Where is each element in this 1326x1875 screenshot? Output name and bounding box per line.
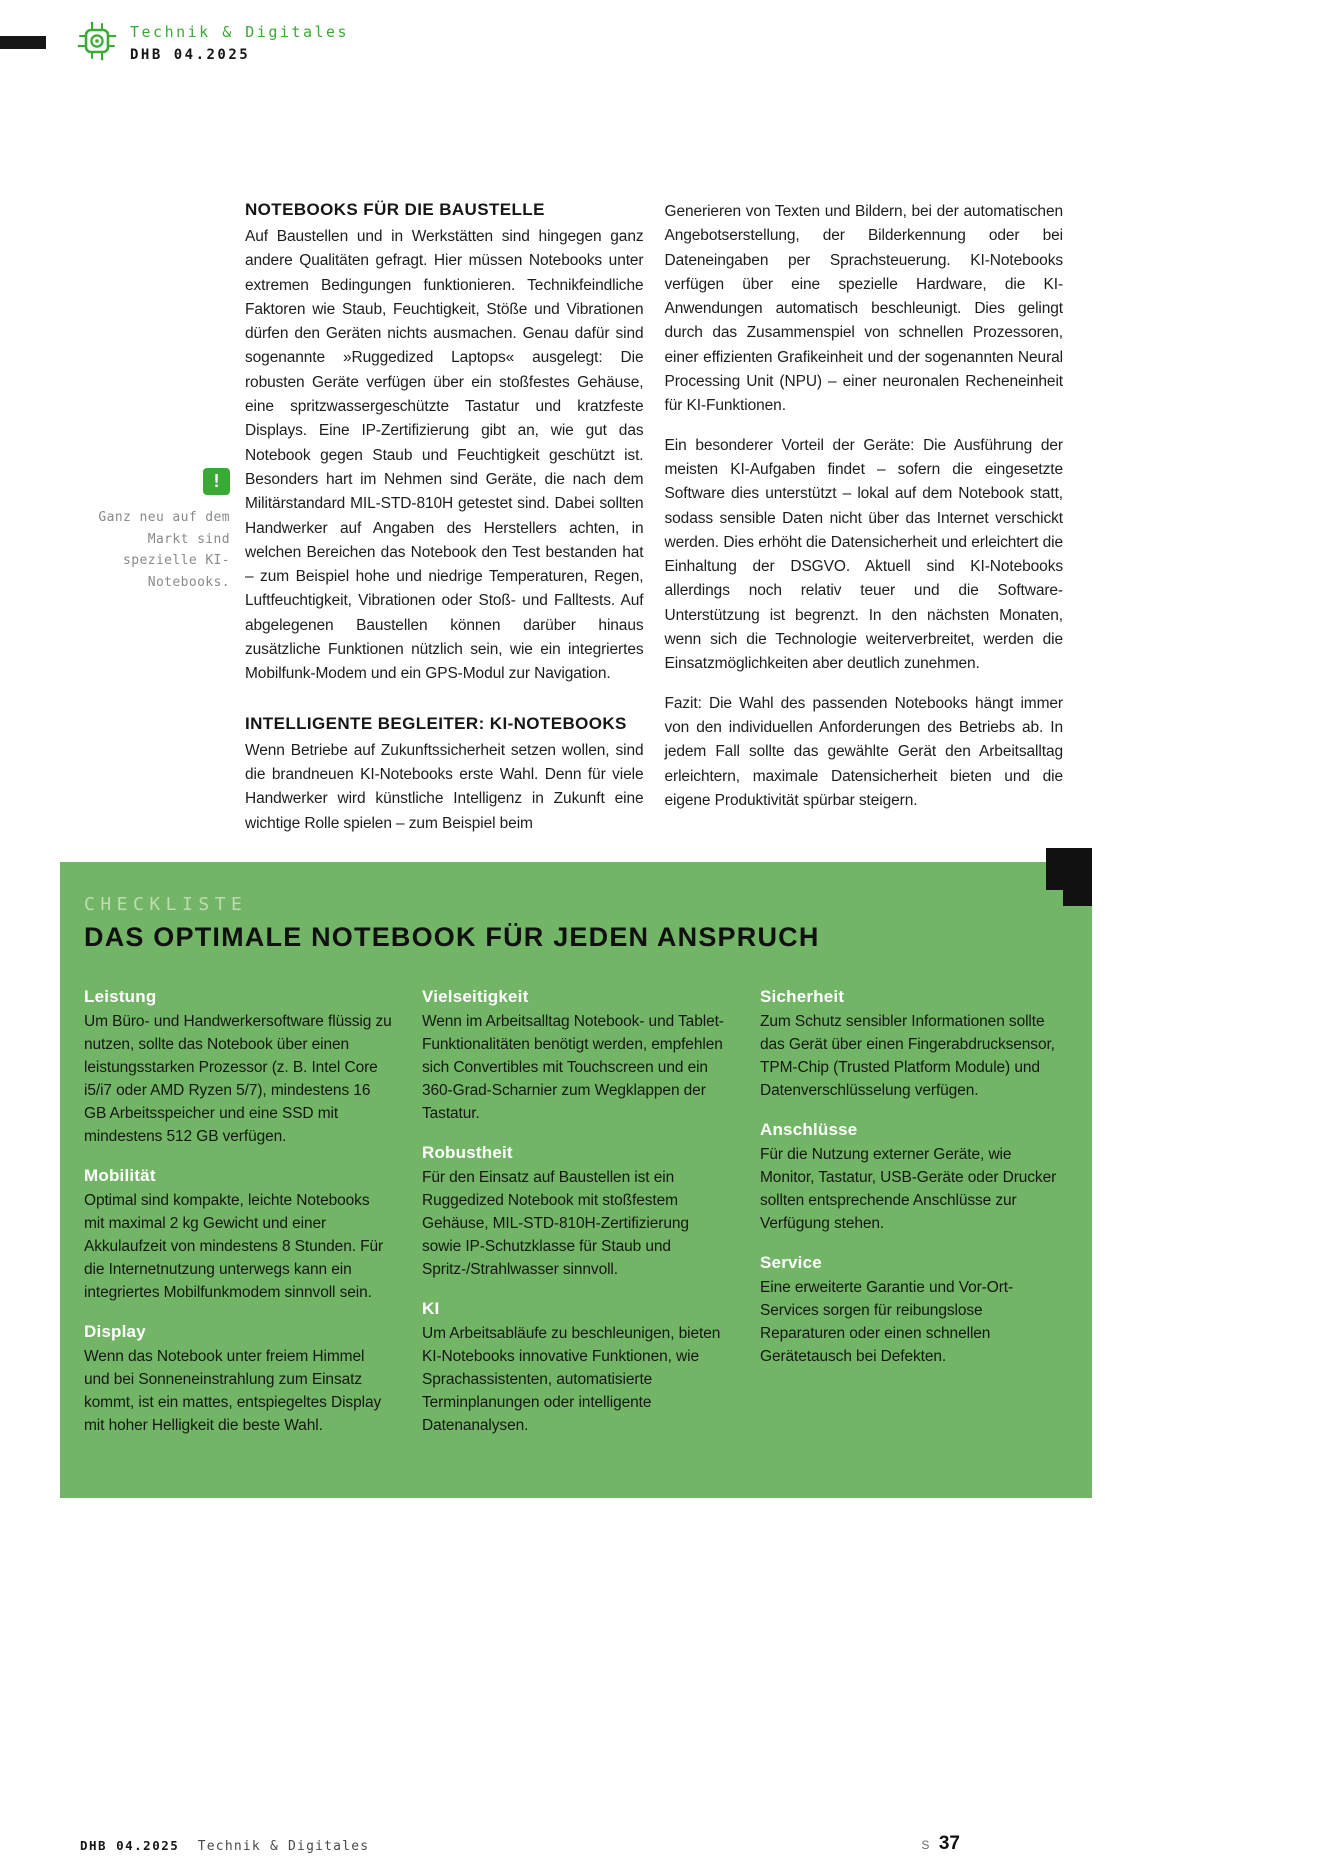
- article-heading-baustelle: NOTEBOOKS FÜR DIE BAUSTELLE: [245, 200, 545, 219]
- checklist-item-service: [760, 1253, 1068, 1368]
- checklist-item-heading: KI: [422, 1299, 440, 1318]
- circuit-chip-icon: [76, 20, 118, 62]
- checklist-item-text: Zum Schutz sensibler Informationen sollte das Gerät über einen Fingerabdrucksensor, TPM-Chip (Trusted Platform Module) und Datenverschlüsselung verfügen.: [760, 1013, 1055, 1099]
- checklist-item-vielseitigkeit: [422, 987, 730, 1125]
- article-column-right: [665, 200, 1064, 836]
- issue-label: DHB 04.2025: [130, 47, 251, 63]
- article-paragraph: Wenn Betriebe auf Zukunftssicherheit setzen wollen, sind die brandneuen KI-Notebooks erste Wahl. Denn für viele Handwerker wird künstliche Intelligenz in Zukunft eine wichtige Rolle spielen – zum Beispiel beim: [245, 741, 644, 832]
- checklist-item-text: Optimal sind kompakte, leichte Notebooks mit maximal 2 kg Gewicht und einer Akkulaufzeit von mindestens 8 Stunden. Für die Internetnutzung unterwegs kann ein integriertes Mobilfunkmodem sinnvoll sein.: [84, 1192, 384, 1301]
- corner-decoration: [1046, 848, 1092, 906]
- footer-issue: DHB 04.2025: [80, 1838, 180, 1853]
- checklist-item-text: Um Arbeitsabläufe zu beschleunigen, bieten KI-Notebooks innovative Funktionen, wie Sprachassistenten, automatisierte Terminplanungen oder intelligente Datenanalysen.: [422, 1325, 721, 1434]
- checklist-item-anschluesse: [760, 1120, 1068, 1235]
- checklist-column-1: [84, 987, 392, 1437]
- article-paragraph: Ein besonderer Vorteil der Geräte: Die Ausführung der meisten KI-Aufgaben findet – sofern die eingesetzte Software dies unterstützt – lokal auf dem Notebook statt, sodass sensible Daten nicht über das Internet verschickt werden. Dies erhöht die Datensicherheit und erleichtert die Einhaltung der DSGVO. Aktuell sind KI-Notebooks allerdings noch relativ teuer und die Software-Unterstützung ist begrenzt. In den nächsten Monaten, wenn sich die Technologie weiterverbreitet, werden die Einsatzmöglichkeiten aber deutlich zunehmen.: [664, 436, 1063, 673]
- checklist-item-leistung: [84, 987, 392, 1148]
- margin-note: [98, 468, 230, 593]
- article-paragraph: Auf Baustellen und in Werkstätten sind hingegen ganz andere Qualitäten gefragt. Hier müssen Notebooks unter extremen Bedingungen funktionieren. Technikfeindliche Faktoren wie Staub, Feuchtigkeit, Stöße und Vibrationen dürfen den Geräten nichts ausmachen. Genau dafür sind sogenannte »Ruggedized Laptops« ausgelegt: Die robusten Geräte verfügen über ein stoßfestes Gehäuse, eine spritzwassergeschützte Tastatur und kratzfeste Displays. Eine IP-Zertifizierung gibt an, wie gut das Notebook gegen Staub und Feuchtigkeit geschützt ist. Besonders hart im Nehmen sind Geräte, die nach dem Militärstandard MIL-STD-810H getestet sind. Dabei sollten Handwerker auf Angaben des Herstellers achten, in welchen Bereichen das Notebook den Test bestanden hat – zum Beispiel hohe und niedrige Temperaturen, Regen, Luftfeuchtigkeit, Vibrationen oder Stoß- und Falltests. Auf abgelegenen Baustellen können darüber hinaus zusätzliche Funktionen nützlich sein, wie ein integriertes Mobilfunk-Modem und ein GPS-Modul zur Navigation.: [245, 228, 644, 683]
- checklist-item-text: Um Büro- und Handwerkersoftware flüssig zu nutzen, sollte das Notebook über einen leistungsstarken Prozessor (z. B. Intel Core i5/i7 oder AMD Ryzen 5/7), mindestens 16 GB Arbeitsspeicher und eine SSD mit mindestens 512 GB verfügen.: [84, 1013, 392, 1145]
- page-number: 37: [938, 1833, 960, 1854]
- checklist-item-heading: Sicherheit: [760, 987, 845, 1006]
- page-footer: [80, 1833, 1246, 1855]
- checklist-item-heading: Anschlüsse: [760, 1120, 858, 1139]
- checklist-title: DAS OPTIMALE NOTEBOOK FÜR JEDEN ANSPRUCH: [84, 922, 820, 952]
- page-number-prefix: S: [921, 1838, 931, 1852]
- article-heading-ki-notebooks: INTELLIGENTE BEGLEITER: KI-NOTEBOOKS: [245, 713, 627, 733]
- checklist-box: [60, 862, 1092, 1498]
- checklist-item-text: Für den Einsatz auf Baustellen ist ein Ruggedized Notebook mit stoßfestem Gehäuse, MIL-STD-810H-Zertifizierung sowie IP-Schutzklasse für Staub und Spritz-/Strahlwasser sinnvoll.: [422, 1169, 689, 1278]
- article-column-left: [245, 200, 644, 836]
- section-label: Technik & Digitales: [130, 23, 350, 41]
- checklist-item-sicherheit: [760, 987, 1068, 1102]
- checklist-item-text: Eine erweiterte Garantie und Vor-Ort-Services sorgen für reibungslose Reparaturen oder einen schnellen Gerätetausch bei Defekten.: [760, 1279, 1014, 1365]
- checklist-item-heading: Mobilität: [84, 1166, 156, 1185]
- article-paragraph: Generieren von Texten und Bildern, bei der automatischen Angebotserstellung, der Bilderkennung oder bei Dateneingaben per Sprachsteuerung. KI-Notebooks verfügen über eine spezielle Hardware, die KI-Anwendungen automatisch beschleunigt. Dies gelingt durch das Zusammenspiel von schnellen Prozessoren, einer effizienten Grafikeinheit und der sogenannten Neural Processing Unit (NPU) – einer neuronalen Recheneinheit für KI-Funktionen.: [664, 203, 1063, 415]
- checklist-item-text: Wenn im Arbeitsalltag Notebook- und Tablet-Funktionalitäten benötigt werden, empfehlen sich Convertibles mit Touchscreen und ein 360-Grad-Scharnier zum Wegklappen der Tastatur.: [422, 1013, 724, 1122]
- checklist-kicker: CHECKLISTE: [84, 894, 248, 915]
- header-text: [130, 20, 349, 63]
- checklist-item-text: Wenn das Notebook unter freiem Himmel und bei Sonneneinstrahlung zum Einsatz kommt, ist ein mattes, entspiegeltes Display mit hoher Helligkeit die beste Wahl.: [84, 1348, 382, 1434]
- checklist-columns: [84, 987, 1068, 1437]
- checklist-column-2: [422, 987, 730, 1437]
- checklist-column-3: [760, 987, 1068, 1437]
- checklist-item-heading: Vielseitigkeit: [422, 987, 529, 1006]
- checklist-item-mobilitaet: [84, 1166, 392, 1304]
- article-columns: [245, 200, 1063, 836]
- checklist-item-robustheit: [422, 1143, 730, 1281]
- page-edge-mark: [0, 36, 46, 49]
- footer-section: Technik & Digitales: [197, 1839, 370, 1854]
- margin-note-text: Ganz neu auf dem Markt sind spezielle KI-Notebooks.: [98, 510, 230, 590]
- page-number-group: [921, 1833, 960, 1855]
- page-header: [76, 20, 349, 63]
- article-paragraph: Fazit: Die Wahl des passenden Notebooks hängt immer von den individuellen Anforderungen des Betriebs ab. In jedem Fall sollte das gewählte Gerät den Arbeitsalltag erleichtern, maximale Datensicherheit bieten und die eigene Produktivität spürbar steigern.: [664, 694, 1063, 809]
- checklist-item-ki: [422, 1299, 730, 1437]
- checklist-item-display: [84, 1322, 392, 1437]
- corner-notch: [1046, 890, 1063, 906]
- checklist-item-heading: Leistung: [84, 987, 157, 1006]
- checklist-item-heading: Service: [760, 1253, 822, 1272]
- alert-icon: !: [203, 468, 230, 495]
- checklist-item-text: Für die Nutzung externer Geräte, wie Monitor, Tastatur, USB-Geräte oder Drucker sollten entsprechende Anschlüsse zur Verfügung stehen.: [760, 1146, 1057, 1232]
- checklist-item-heading: Display: [84, 1322, 146, 1341]
- checklist-item-heading: Robustheit: [422, 1143, 513, 1162]
